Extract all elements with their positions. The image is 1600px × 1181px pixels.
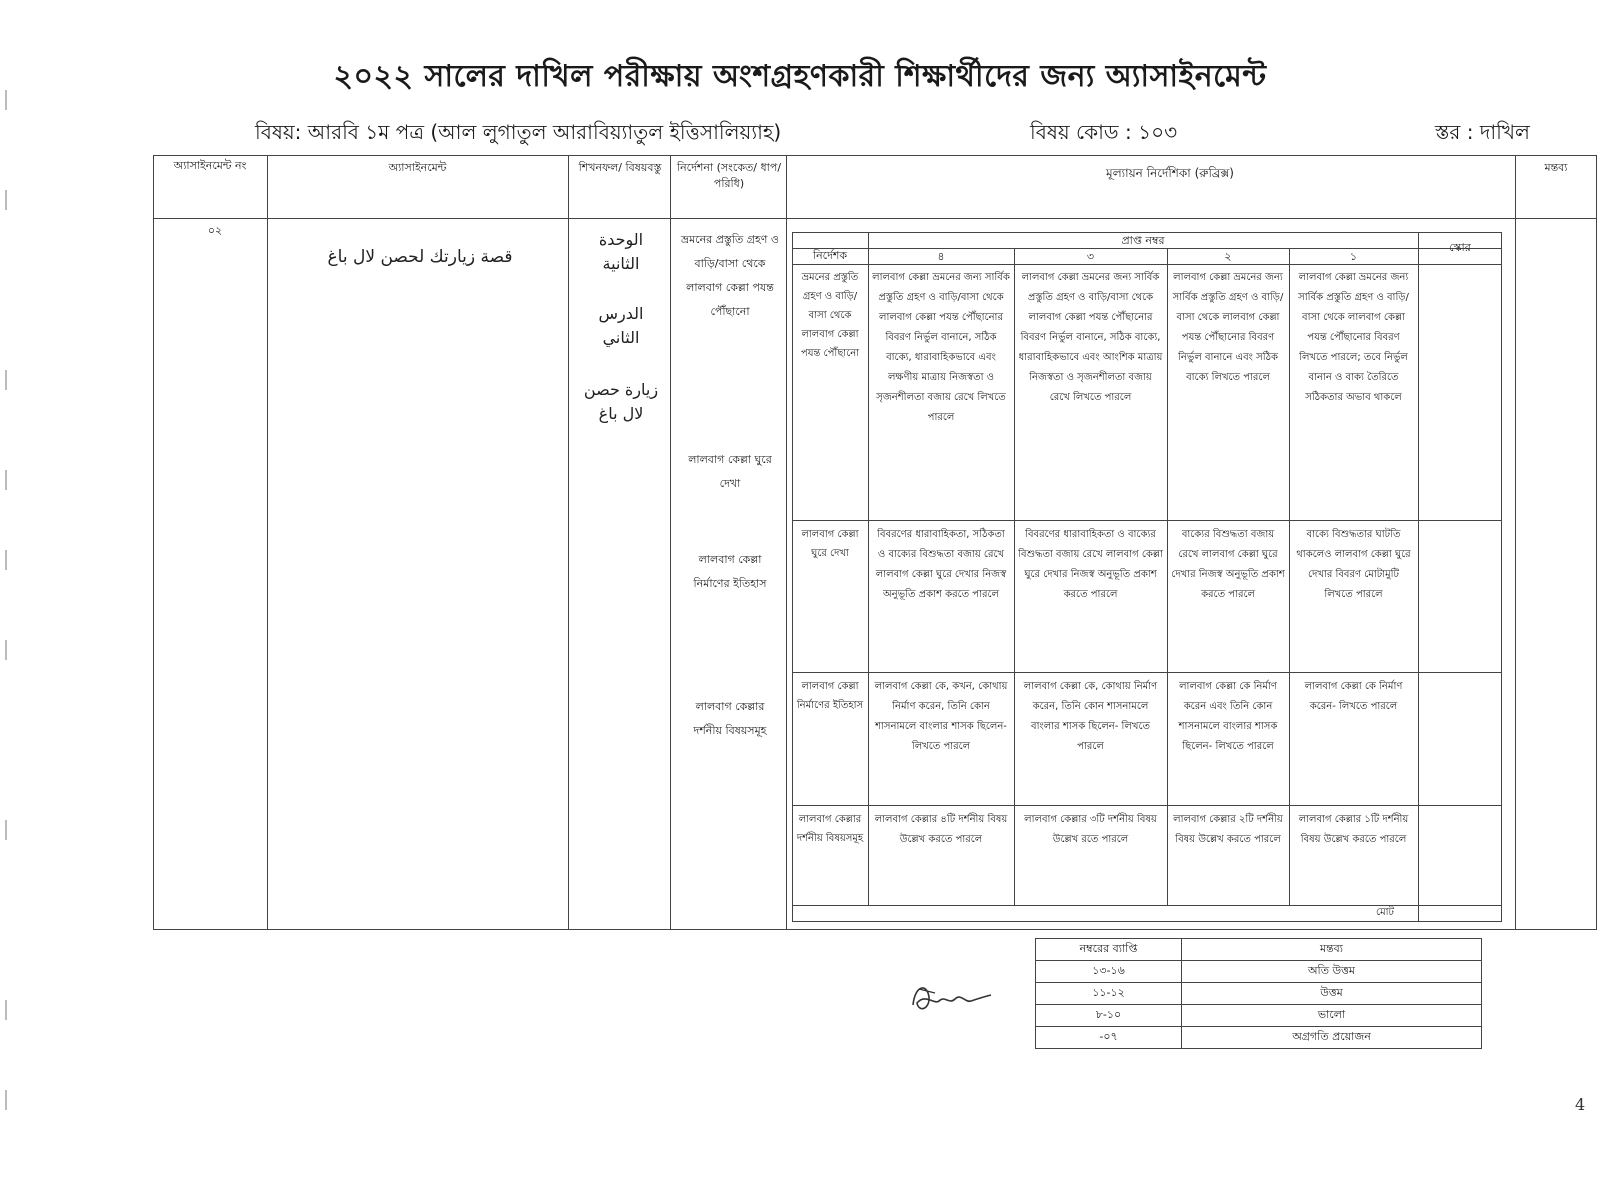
rubric-cell: লালবাগ কেল্লা ভ্রমনের জন্য সার্বিক প্রস্তুতি গ্রহণ ও বাড়ি/বাসা থেকে লালবাগ কেল্লা পযন্ত পৌঁছানোর বিবরণ লিখতে পারলে; তবে নির্ভুল বানান ও বাক্য তৈরিতে সঠিকতার অভাব থাকলে (1298, 272, 1409, 403)
instruction-item: লালবাগ কেল্লা ঘুরে দেখা (688, 453, 772, 490)
level-header-4: ৪ (937, 250, 945, 263)
table-row (1036, 983, 1482, 1005)
edge-mark (5, 370, 7, 390)
assignment-no: ০২ (207, 224, 223, 237)
grade-remark: ভালো (1182, 1005, 1482, 1027)
grade-remark: উত্তম (1182, 983, 1482, 1005)
grade-range: ১১-১২ (1036, 983, 1182, 1005)
grade-range: -০৭ (1036, 1027, 1182, 1049)
page-number: 4 (1575, 1095, 1586, 1114)
grade-header-range: নম্বরের ব্যাপ্তি (1036, 939, 1182, 961)
grade-remark: অতি উত্তম (1182, 961, 1482, 983)
rubric-indicator: ভ্রমনের প্রস্তুতি গ্রহণ ও বাড়ি/বাসা থেকে লালবাগ কেল্লা পযন্ত পৌঁছানো (800, 272, 860, 359)
rubric-indicator: লালবাগ কেল্লা নির্মাণের ইতিহাস (796, 681, 864, 711)
rubric-indicator-header: নির্দেশক (812, 249, 848, 262)
header-outcome: শিখনফল/ বিষয়বস্তু (578, 161, 662, 174)
edge-mark (5, 190, 7, 210)
level-header-2: ২ (1224, 250, 1232, 263)
rubric-cell: বাক্যের বিশুদ্ধতা বজায় রেখে লালবাগ কেল্লা ঘুরে দেখার নিজস্ব অনুভূতি প্রকাশ করতে পারলে (1171, 529, 1285, 600)
edge-mark (5, 1000, 7, 1020)
rubric-col (868, 232, 869, 905)
instruction-item: লালবাগ কেল্লা নির্মাণের ইতিহাস (693, 553, 767, 590)
grade-range: ৮-১০ (1036, 1005, 1182, 1027)
level-label: স্তর : দাখিল (1435, 120, 1530, 144)
rubric-col (1167, 248, 1168, 905)
edge-mark (5, 550, 7, 570)
page-title: ২০২২ সালের দাখিল পরীক্ষায় অংশগ্রহণকারী শিক্ষার্থীদের জন্য অ্যাসাইনমেন্ট (333, 59, 1267, 94)
header-instruction: নির্দেশনা (সংকেত/ ধাপ/ পরিধি) (676, 161, 782, 190)
rubric-indicator: লালবাগ কেল্লার দর্শনীয় বিষয়সমূহ (796, 814, 864, 844)
rubric-cell: লালবাগ কেল্লা কে, কোথায় নির্মাণ করেন, তিনি কোন শাসনামলে বাংলার শাসক ছিলেন- লিখতে পারলে (1023, 681, 1158, 752)
rubric-col (1418, 232, 1419, 922)
rubric-cell: লালবাগ কেল্লার ৩টি দর্শনীয় বিষয় উল্লেখ রতে পারলে (1024, 814, 1157, 845)
subject-line: বিষয়: আরবি ১ম পত্র (আল লুগাতুল আরাবিয়্যাতুল ইত্তিসালিয়্যাহ) (255, 120, 782, 144)
rubric-divider (792, 520, 1502, 521)
rubric-cell: লালবাগ কেল্লা কে নির্মাণ করেন এবং তিনি কোন শাসনামলে বাংলার শাসক ছিলেন- লিখতে পারলে (1178, 681, 1278, 752)
table-row (1036, 1005, 1482, 1027)
table-row (1036, 1027, 1482, 1049)
edge-mark (5, 820, 7, 840)
col-divider (1515, 155, 1516, 930)
rubric-cell: লালবাগ কেল্লা কে, কখন, কোথায় নির্মাণ করেন, তিনি কোন শাসনামলে বাংলার শাসক ছিলেন- লিখতে পারলে (874, 681, 1008, 752)
grade-range: ১৩-১৬ (1036, 961, 1182, 983)
rubric-obtained-header: প্রাপ্ত নম্বর (1121, 234, 1165, 247)
rubric-cell: লালবাগ কেল্লার ১টি দর্শনীয় বিষয় উল্লেখ করতে পারলে (1298, 814, 1409, 845)
edge-mark (5, 640, 7, 660)
rubric-cell: লালবাগ কেল্লা ভ্রমনের জন্য সার্বিক প্রস্তুতি গ্রহণ ও বাড়ি/বাসা থেকে লালবাগ কেল্লা পযন্ত পৌঁছানোর বিবরণ নির্ভুল বানানে, সঠিক বাক্যে, ধারাবাহিকভাবে এবং আংশিক মাত্রায় নিজস্বতা ও সৃজনশীলতা বজায় রেখে লিখতে পারলে (1018, 272, 1163, 403)
header-assignment: অ্যাসাইনমেন্ট (388, 161, 447, 174)
edge-mark (5, 1090, 7, 1110)
rubric-col (1289, 248, 1290, 905)
header-assignment-no: অ্যাসাইনমেন্ট নং (173, 159, 247, 172)
header-rubric: মূল্যায়ন নির্দেশিকা (রুব্রিক্স) (1106, 166, 1234, 180)
col-divider (267, 155, 268, 930)
rubric-cell: লালবাগ কেল্লার ২টি দর্শনীয় বিষয় উল্লেখ করতে পারলে (1173, 814, 1283, 845)
col-divider (568, 155, 569, 930)
signature (905, 975, 995, 1025)
subject-code: বিষয় কোড : ১০৩ (1030, 120, 1178, 144)
rubric-cell: বিবরণের ধারাবাহিকতা, সঠিকতা ও বাক্যের বিশুদ্ধতা বজায় রেখে লালবাগ কেল্লা ঘুরে দেখার নিজস্ব অনুভূতি প্রকাশ করতে পারলে (875, 529, 1007, 600)
grade-header-remark: মন্তব্য (1182, 939, 1482, 961)
rubric-cell: বিবরণের ধারাবাহিকতা ও বাক্যের বিশুদ্ধতা বজায় রেখে লালবাগ কেল্লা ঘুরে দেখার নিজস্ব অনুভূতি প্রকাশ করতে পারলে (1018, 529, 1163, 600)
rubric-divider (792, 672, 1502, 673)
header-remark: মন্তব্য (1544, 161, 1568, 174)
outcome-lesson: الدرس الثاني (598, 304, 644, 347)
grade-table (1035, 938, 1482, 1049)
edge-mark (5, 470, 7, 490)
rubric-cell: লালবাগ কেল্লা ভ্রমনের জন্য সার্বিক প্রস্তুতি গ্রহণ ও বাড়ি/বাসা থেকে লালবাগ কেল্লা পযন্ত পৌঁছানোর বিবরণ নির্ভুল বানানে এবং সঠিক বাক্যে লিখতে পারলে (1172, 272, 1284, 383)
instruction-item: ভ্রমনের প্রস্তুতি গ্রহণ ও বাড়ি/বাসা থেকে লালবাগ কেল্লা পযন্ত পৌঁছানো (680, 233, 779, 318)
instruction-item: লালবাগ কেল্লার দর্শনীয় বিষয়সমূহ (693, 700, 767, 737)
rubric-divider (792, 805, 1502, 806)
grade-remark: অগ্রগতি প্রয়োজন (1182, 1027, 1482, 1049)
rubric-score-header: স্কোর (1449, 241, 1471, 254)
rubric-indicator: লালবাগ কেল্লা ঘুরে দেখা (801, 529, 859, 559)
rubric-cell: লালবাগ কেল্লা কে নির্মাণ করেন- লিখতে পারলে (1304, 681, 1403, 712)
col-divider (786, 155, 787, 930)
header-divider (153, 218, 1597, 219)
rubric-col (1014, 248, 1015, 905)
outcome-unit: الوحدة الثانية (598, 230, 644, 273)
outcome-topic: زيارة حصن لال باغ (583, 380, 659, 423)
rubric-cell: লালবাগ কেল্লার ৪টি দর্শনীয় বিষয় উল্লেখ করতে পারলে (874, 814, 1008, 845)
total-label: মোট (1376, 907, 1394, 918)
table-row (1036, 961, 1482, 983)
rubric-cell: লালবাগ কেল্লা ভ্রমনের জন্য সার্বিক প্রস্তুতি গ্রহণ ও বাড়ি/বাসা থেকে লালবাগ কেল্লা পযন্ত পৌঁছানোর বিবরণ নির্ভুল বানানে, সঠিক বাক্যে, ধারাবাহিকভাবে এবং লক্ষণীয় মাত্রায় নিজস্বতা ও সৃজনশীলতা বজায় রেখে লিখতে পারলে (872, 272, 1010, 423)
rubric-cell: বাক্যে বিশুদ্ধতার ঘাটতি থাকলেও লালবাগ কেল্লা ঘুরে দেখার বিবরণ মোটামুটি লিখতে পারলে (1296, 529, 1411, 600)
level-header-3: ৩ (1086, 250, 1095, 263)
assignment-arabic: قصة زيارتك لحصن لال باغ (327, 247, 513, 267)
level-header-1: ১ (1349, 250, 1358, 263)
col-divider (670, 155, 671, 930)
